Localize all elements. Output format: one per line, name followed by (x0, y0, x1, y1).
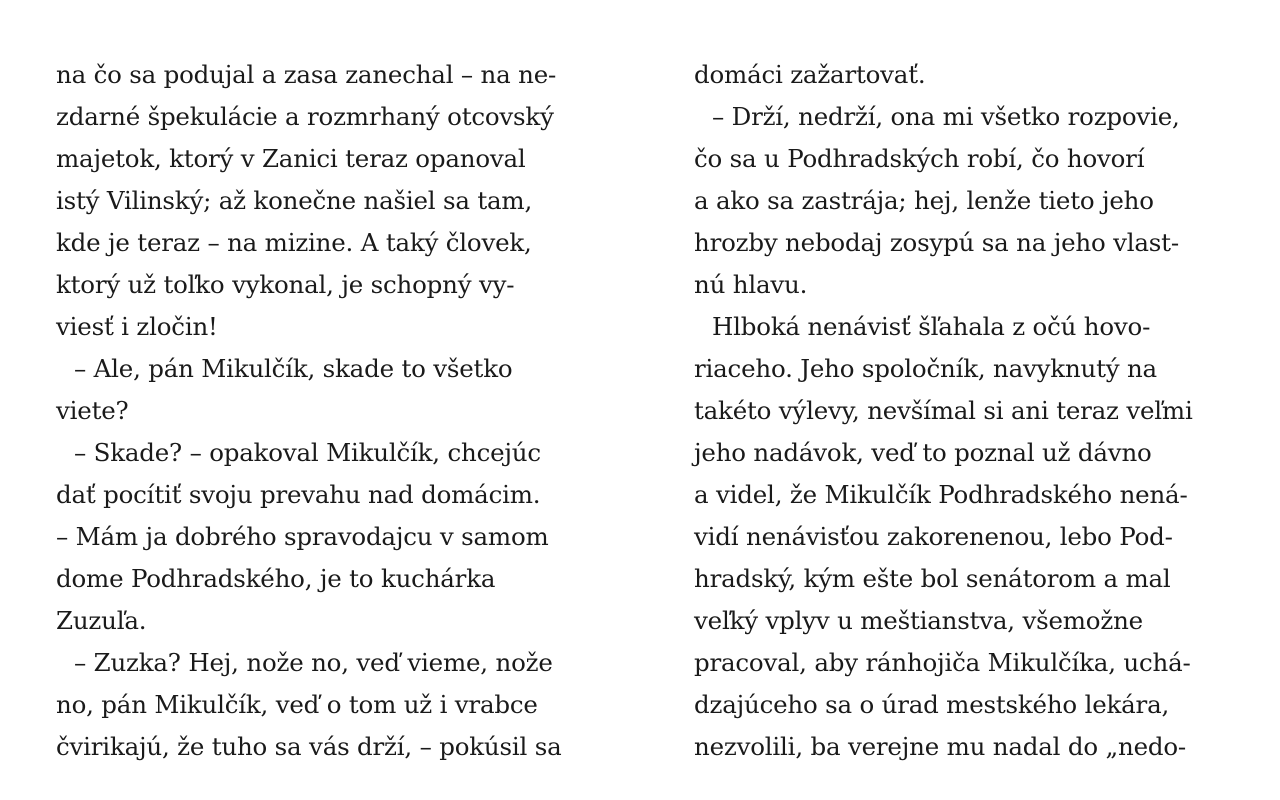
text-line: čvirikajú, že tuho sa vás drží, – pokúsil sa (56, 732, 562, 761)
text-line: viesť i zločin! (56, 312, 218, 341)
text-line: na čo sa podujal a zasa zanechal – na ne- (56, 60, 557, 89)
text-line: viete? (56, 396, 129, 425)
text-line: dzajúceho sa o úrad mestského lekára, (694, 690, 1170, 719)
text-line: jeho nadávok, veď to poznal už dávno (694, 438, 1152, 467)
text-line: – Mám ja dobrého spravodajcu v samom (56, 522, 549, 551)
text-line: takéto výlevy, nevšímal si ani teraz veľmi (694, 396, 1193, 425)
paragraph-start-line: – Ale, pán Mikulčík, skade to všetko (74, 354, 513, 383)
text-line: dať pocítiť svoju prevahu nad domácim. (56, 480, 541, 509)
text-line: vidí nenávisťou zakorenenou, lebo Pod- (694, 522, 1173, 551)
text-line: nezvolili, ba verejne mu nadal do „nedo- (694, 732, 1186, 761)
paragraph-start-line: – Zuzka? Hej, nože no, veď vieme, nože (74, 648, 553, 677)
text-line: veľký vplyv u meštianstva, všemožne (694, 606, 1143, 635)
text-line: Zuzuľa. (56, 606, 147, 635)
text-line: a videl, že Mikulčík Podhradského nená- (694, 480, 1188, 509)
text-line: no, pán Mikulčík, veď o tom už i vrabce (56, 690, 538, 719)
text-line: dome Podhradského, je to kuchárka (56, 564, 496, 593)
text-line: zdarné špekulácie a rozmrhaný otcovský (56, 102, 554, 131)
text-line: kde je teraz – na mizine. A taký človek, (56, 228, 532, 257)
text-line: ktorý už toľko vykonal, je schopný vy- (56, 270, 515, 299)
paragraph-start-line: – Skade? – opakoval Mikulčík, chcejúc (74, 438, 541, 467)
left-text-column (56, 54, 596, 768)
paragraph-start-line: Hlboká nenávisť šľahala z očú hovo- (712, 312, 1151, 341)
text-line: hrozby nebodaj zosypú sa na jeho vlast- (694, 228, 1179, 257)
text-line: istý Vilinský; až konečne našiel sa tam, (56, 186, 533, 215)
text-line: hradský, kým ešte bol senátorom a mal (694, 564, 1171, 593)
paragraph-start-line: – Drží, nedrží, ona mi všetko rozpovie, (712, 102, 1180, 131)
text-line: čo sa u Podhradských robí, čo hovorí (694, 144, 1145, 173)
text-line: domáci zažartovať. (694, 60, 926, 89)
right-text-column (694, 54, 1234, 768)
text-line: a ako sa zastrája; hej, lenže tieto jeho (694, 186, 1154, 215)
text-line: pracoval, aby ránhojiča Mikulčíka, uchá- (694, 648, 1191, 677)
text-line: nú hlavu. (694, 270, 808, 299)
text-line: majetok, ktorý v Zanici teraz opanoval (56, 144, 526, 173)
text-line: riaceho. Jeho spoločník, navyknutý na (694, 354, 1157, 383)
